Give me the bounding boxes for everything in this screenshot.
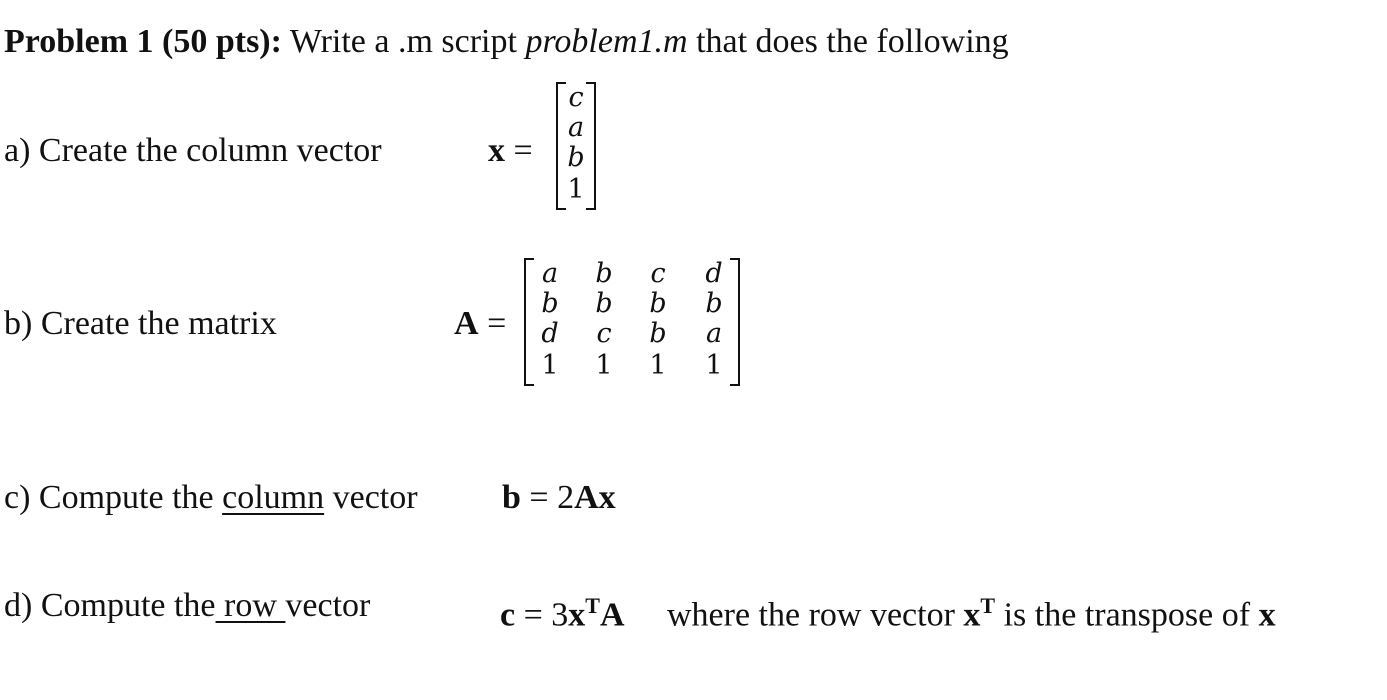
matrix-cell: 1 xyxy=(541,350,559,381)
column-vector-x xyxy=(556,82,596,210)
matrix-cell: b xyxy=(595,258,613,289)
matrix-cell: b xyxy=(541,288,559,319)
matrix-cell: b xyxy=(595,288,613,319)
matrix-cell: c xyxy=(596,318,612,349)
problem-title-tail: that does the following xyxy=(687,23,1009,60)
part-c-lhs: b xyxy=(502,479,521,516)
vector-entry: 1 xyxy=(567,174,585,205)
part-c-underlined: column xyxy=(222,479,325,516)
matrix-cell: a xyxy=(705,318,723,349)
part-d-mid: = 3 xyxy=(515,596,569,634)
part-d-xt-x: x xyxy=(963,596,981,634)
part-b-equals: = xyxy=(487,305,507,342)
problem-title-text: Write a .m script xyxy=(281,23,526,60)
part-d-line xyxy=(4,586,370,626)
part-c-equation xyxy=(502,478,616,518)
part-a-equals: = xyxy=(513,132,533,169)
vector-entry: b xyxy=(567,142,585,173)
part-d-where xyxy=(667,586,1276,635)
part-b-equation xyxy=(454,304,506,344)
matrix-cell: a xyxy=(541,258,559,289)
part-a-label: a) Create the column vector xyxy=(4,132,382,169)
matrix-cell: 1 xyxy=(705,350,723,381)
part-d-x: x xyxy=(568,596,586,634)
matrix-cell: d xyxy=(705,258,723,289)
matrix-cell: 1 xyxy=(595,350,613,381)
part-a-var: x xyxy=(488,132,505,169)
part-d-lhs: c xyxy=(500,596,516,634)
part-d-underlined: row xyxy=(215,587,286,624)
matrix-cell: b xyxy=(649,288,667,319)
problem-filename: problem1.m xyxy=(525,23,688,60)
matrix-cell: b xyxy=(649,318,667,349)
matrix-cell: b xyxy=(705,288,723,319)
matrix-cell: 1 xyxy=(649,350,667,381)
part-b-label: b) Create the matrix xyxy=(4,305,277,342)
part-a-equation xyxy=(488,131,533,171)
matrix-cell: d xyxy=(541,318,559,349)
part-d-A: A xyxy=(599,596,625,634)
part-d-equation xyxy=(500,586,625,635)
part-b-var: A xyxy=(454,305,479,342)
part-d-is-text: is the transpose of xyxy=(995,596,1259,634)
matrix-A xyxy=(524,258,740,386)
problem-title xyxy=(4,22,1009,62)
part-c-rhs: Ax xyxy=(574,479,616,516)
part-c-mid: = 2 xyxy=(520,479,575,516)
part-c-suffix: vector xyxy=(324,479,418,516)
part-c-prefix: c) Compute the xyxy=(4,479,223,516)
vector-entry: c xyxy=(568,82,584,113)
part-d-where-text: where the row vector xyxy=(667,596,964,634)
part-d-prefix: d) Compute the xyxy=(4,587,216,624)
part-d-sup: T xyxy=(585,593,600,618)
matrix-cell: c xyxy=(650,258,666,289)
problem-title-bold: Problem 1 (50 pts): xyxy=(4,23,282,60)
part-d-suffix: vector xyxy=(285,587,371,624)
vector-entry: a xyxy=(567,112,585,143)
part-d-last-x: x xyxy=(1258,596,1276,634)
part-c-line xyxy=(4,478,418,518)
part-d-xt-sup: T xyxy=(980,593,996,618)
